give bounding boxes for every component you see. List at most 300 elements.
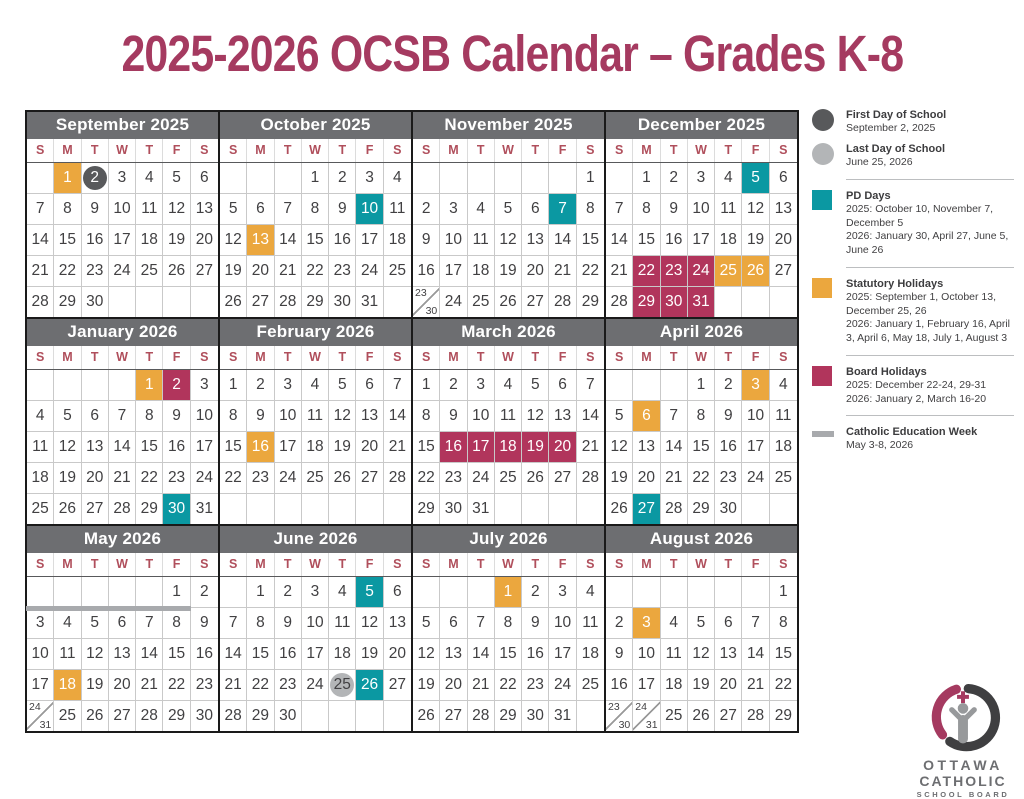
weekday-letter: T [715, 139, 742, 162]
day-cell: 15 [302, 225, 329, 256]
day-cell [82, 370, 109, 401]
day-cell: 5 [82, 608, 109, 639]
day-cell: 17 [440, 256, 467, 287]
day-cell: 8 [54, 194, 81, 225]
day-cell: 23 30 [413, 287, 440, 317]
day-cell: 21 [577, 432, 604, 463]
week-row [220, 401, 411, 432]
day-cell: 17 [191, 432, 218, 463]
weekday-letter: W [688, 139, 715, 162]
weekday-letter: F [163, 346, 190, 369]
day-cell: 28 [606, 287, 633, 317]
day-cell: 26 [163, 256, 190, 287]
week-row [27, 432, 218, 463]
month-header: February 2026 [220, 319, 411, 346]
day-cell: 3 [549, 577, 576, 608]
day-cell: 23 [163, 463, 190, 494]
day-cell: 30 [661, 287, 688, 317]
day-cell: 17 [27, 670, 54, 701]
week-row [606, 608, 797, 639]
day-cell: 21 [136, 670, 163, 701]
day-cell [27, 370, 54, 401]
day-cell: 3 [440, 194, 467, 225]
weekday-letter: S [220, 553, 247, 576]
day-cell: 2 [247, 370, 274, 401]
weekday-letter: S [606, 346, 633, 369]
day-cell: 13 [440, 639, 467, 670]
day-cell: 11 [495, 401, 522, 432]
day-cell: 2 [661, 163, 688, 194]
day-cell: 13 [522, 225, 549, 256]
day-cell: 10 [109, 194, 136, 225]
day-cell: 3 [27, 608, 54, 639]
day-cell: 26 [522, 463, 549, 494]
day-cell [661, 577, 688, 608]
day-cell [742, 287, 769, 317]
day-cell: 29 [688, 494, 715, 524]
day-cell: 25 [136, 256, 163, 287]
day-cell: 24 [302, 670, 329, 701]
month-header: April 2026 [606, 319, 797, 346]
day-cell: 23 [82, 256, 109, 287]
month-january-2026 [27, 319, 218, 524]
weekday-letter: S [606, 553, 633, 576]
day-cell: 29 [163, 701, 190, 731]
day-cell: 13 [191, 194, 218, 225]
day-cell: 9 [247, 401, 274, 432]
week-row [27, 401, 218, 432]
day-cell: 18 [661, 670, 688, 701]
day-cell: 3 [275, 370, 302, 401]
week-row [27, 463, 218, 494]
day-cell: 26 [742, 256, 769, 287]
week-row [606, 256, 797, 287]
month-december-2025 [606, 112, 797, 317]
day-cell: 1 [302, 163, 329, 194]
day-cell: 28 [661, 494, 688, 524]
day-cell: 25 [715, 256, 742, 287]
weekday-letter: S [393, 557, 402, 571]
day-cell: 19 [413, 670, 440, 701]
weekday-letter: S [200, 557, 209, 571]
day-cell: 24 [688, 256, 715, 287]
day-cell: 1 [54, 163, 81, 194]
weekday-letter: M [440, 553, 467, 576]
day-cell: 20 [440, 670, 467, 701]
day-cell: 7 [468, 608, 495, 639]
month-header: June 2026 [220, 526, 411, 553]
day-cell [220, 494, 247, 524]
day-cell: 11 [577, 608, 604, 639]
week-row [220, 608, 411, 639]
day-cell: 11 [770, 401, 797, 432]
day-cell: 2 [82, 163, 109, 194]
day-cell: 8 [220, 401, 247, 432]
month-april-2026 [606, 319, 797, 524]
weekday-letter: T [661, 346, 688, 369]
week-row [220, 701, 411, 731]
day-cell: 7 [577, 370, 604, 401]
day-cell: 25 [302, 463, 329, 494]
day-cell: 28 [109, 494, 136, 524]
day-cell: 7 [384, 370, 411, 401]
day-cell: 4 [661, 608, 688, 639]
day-cell: 24 [440, 287, 467, 317]
day-cell: 20 [633, 463, 660, 494]
day-cell: 11 [136, 194, 163, 225]
weekday-letter: W [109, 553, 136, 576]
weekday-letter: F [163, 553, 190, 576]
day-cell: 22 [220, 463, 247, 494]
day-cell: 15 [633, 225, 660, 256]
weekday-letter: W [302, 553, 329, 576]
day-cell: 16 [715, 432, 742, 463]
day-cell: 29 [495, 701, 522, 731]
day-cell: 13 [109, 639, 136, 670]
week-row [606, 701, 797, 731]
day-cell [413, 163, 440, 194]
day-cell: 12 [688, 639, 715, 670]
week-row [220, 463, 411, 494]
day-cell: 21 [27, 256, 54, 287]
week-row [27, 194, 218, 225]
day-cell: 30 [440, 494, 467, 524]
legend-cew-label: Catholic Education Week [846, 426, 978, 439]
day-cell: 15 [577, 225, 604, 256]
weekday-row [606, 553, 797, 577]
day-cell: 5 [413, 608, 440, 639]
day-cell: 6 [191, 163, 218, 194]
day-cell: 18 [27, 463, 54, 494]
weekday-letter: T [522, 139, 549, 162]
day-cell: 25 [661, 701, 688, 731]
day-cell: 3 [742, 370, 769, 401]
week-row [220, 370, 411, 401]
day-cell [440, 577, 467, 608]
day-cell: 1 [136, 370, 163, 401]
day-cell: 19 [688, 670, 715, 701]
day-cell: 20 [770, 225, 797, 256]
weekday-letter: T [275, 139, 302, 162]
day-cell [247, 494, 274, 524]
day-cell: 13 [715, 639, 742, 670]
day-cell: 10 [191, 401, 218, 432]
weekday-letter: W [109, 346, 136, 369]
day-cell: 21 [549, 256, 576, 287]
day-cell: 15 [54, 225, 81, 256]
day-cell: 16 [413, 256, 440, 287]
day-cell: 30 [715, 494, 742, 524]
day-cell: 19 [522, 432, 549, 463]
day-cell: 19 [356, 639, 383, 670]
day-cell [82, 577, 109, 608]
weekday-letter: S [27, 346, 54, 369]
day-cell: 1 [688, 370, 715, 401]
day-cell: 18 [329, 639, 356, 670]
day-cell: 14 [136, 639, 163, 670]
weekday-row [413, 139, 604, 163]
day-cell: 16 [440, 432, 467, 463]
day-cell: 31 [356, 287, 383, 317]
day-cell: 29 [577, 287, 604, 317]
legend-stat-holidays-2025: 2025: September 1, October 13, December 25, 26 [846, 291, 997, 317]
day-cell: 25 [468, 287, 495, 317]
day-cell: 20 [82, 463, 109, 494]
day-cell: 25 [770, 463, 797, 494]
day-cell: 24 31 [633, 701, 660, 731]
weekday-row [606, 346, 797, 370]
day-cell: 5 [742, 163, 769, 194]
day-cell [770, 494, 797, 524]
day-cell: 12 [82, 639, 109, 670]
week-row [413, 577, 604, 608]
weekday-letter: T [329, 553, 356, 576]
day-cell: 21 [468, 670, 495, 701]
legend-first-day-label: First Day of School [846, 109, 947, 121]
day-cell [715, 577, 742, 608]
day-cell: 5 [356, 577, 383, 608]
day-cell: 7 [220, 608, 247, 639]
day-cell: 16 [191, 639, 218, 670]
cew-bar-icon [812, 431, 834, 437]
day-cell: 25 [495, 463, 522, 494]
week-row [413, 701, 604, 731]
day-cell: 4 [468, 194, 495, 225]
day-cell [220, 163, 247, 194]
day-cell [468, 577, 495, 608]
day-cell: 15 [770, 639, 797, 670]
week-row [413, 287, 604, 317]
day-cell: 12 [356, 608, 383, 639]
day-cell: 3 [109, 163, 136, 194]
day-cell: 7 [109, 401, 136, 432]
day-cell: 27 [440, 701, 467, 731]
day-cell: 24 31 [27, 701, 54, 731]
day-cell: 5 [220, 194, 247, 225]
week-row [27, 494, 218, 524]
week-row [220, 194, 411, 225]
month-header: December 2025 [606, 112, 797, 139]
day-cell: 10 [688, 194, 715, 225]
month-october-2025 [220, 112, 411, 317]
day-cell [606, 577, 633, 608]
day-cell: 7 [136, 608, 163, 639]
day-cell: 31 [549, 701, 576, 731]
day-cell: 2 [275, 577, 302, 608]
day-cell: 21 [109, 463, 136, 494]
day-cell: 21 [661, 463, 688, 494]
day-cell [577, 494, 604, 524]
day-cell: 9 [522, 608, 549, 639]
day-cell: 15 [495, 639, 522, 670]
weekday-letter: F [163, 139, 190, 162]
day-cell: 29 [413, 494, 440, 524]
day-cell: 4 [715, 163, 742, 194]
day-cell [661, 370, 688, 401]
day-cell: 23 30 [606, 701, 633, 731]
day-cell: 6 [440, 608, 467, 639]
day-cell: 4 [302, 370, 329, 401]
legend-board-holidays-2025: 2025: December 22-24, 29-31 [846, 378, 987, 391]
day-cell: 27 [715, 701, 742, 731]
day-cell: 9 [413, 225, 440, 256]
stat-holidays-swatch-icon [812, 278, 832, 298]
day-cell [136, 577, 163, 608]
week-row [606, 432, 797, 463]
day-cell: 29 [247, 701, 274, 731]
day-cell: 16 [522, 639, 549, 670]
day-cell: 8 [247, 608, 274, 639]
day-cell: 22 [413, 463, 440, 494]
weekday-letter: M [633, 346, 660, 369]
weekday-letter: S [413, 346, 440, 369]
day-cell: 1 [220, 370, 247, 401]
day-cell: 20 [384, 639, 411, 670]
day-cell [384, 287, 411, 317]
day-cell: 1 [495, 577, 522, 608]
weekday-letter: S [27, 139, 54, 162]
day-cell: 10 [302, 608, 329, 639]
day-cell: 18 [577, 639, 604, 670]
day-cell: 28 [577, 463, 604, 494]
day-cell: 8 [495, 608, 522, 639]
day-cell: 9 [163, 401, 190, 432]
day-cell: 18 [495, 432, 522, 463]
day-cell: 27 [770, 256, 797, 287]
day-cell: 1 [770, 577, 797, 608]
day-cell: 28 [275, 287, 302, 317]
day-cell: 19 [606, 463, 633, 494]
weekday-letter: W [302, 346, 329, 369]
day-cell: 22 [577, 256, 604, 287]
day-cell [549, 494, 576, 524]
week-row [413, 401, 604, 432]
day-cell: 10 [468, 401, 495, 432]
day-cell: 9 [606, 639, 633, 670]
legend-divider [846, 415, 1014, 416]
day-cell: 6 [109, 608, 136, 639]
legend-stat-holidays-label: Statutory Holidays [846, 277, 944, 290]
day-cell [742, 577, 769, 608]
day-cell: 21 [742, 670, 769, 701]
day-cell: 27 [384, 670, 411, 701]
day-cell [413, 577, 440, 608]
weekday-letter: S [220, 139, 247, 162]
weekday-row [413, 346, 604, 370]
day-cell: 31 [688, 287, 715, 317]
weekday-letter: T [468, 346, 495, 369]
day-cell: 9 [440, 401, 467, 432]
day-cell: 26 [688, 701, 715, 731]
day-cell: 8 [770, 608, 797, 639]
day-cell: 30 [191, 701, 218, 731]
day-cell: 26 [495, 287, 522, 317]
week-row [413, 194, 604, 225]
week-row [606, 287, 797, 317]
day-cell [606, 370, 633, 401]
day-cell: 18 [770, 432, 797, 463]
day-cell [27, 163, 54, 194]
day-cell: 4 [577, 577, 604, 608]
day-cell: 8 [302, 194, 329, 225]
day-cell: 2 [715, 370, 742, 401]
day-cell: 14 [275, 225, 302, 256]
month-header: January 2026 [27, 319, 218, 346]
weekday-letter: T [522, 553, 549, 576]
day-cell: 29 [136, 494, 163, 524]
day-cell: 12 [522, 401, 549, 432]
day-cell: 10 [27, 639, 54, 670]
day-cell: 13 [356, 401, 383, 432]
day-cell: 8 [688, 401, 715, 432]
day-cell: 12 [220, 225, 247, 256]
day-cell: 8 [163, 608, 190, 639]
day-cell: 10 [633, 639, 660, 670]
day-cell: 22 [163, 670, 190, 701]
day-cell: 17 [275, 432, 302, 463]
day-cell: 7 [606, 194, 633, 225]
legend-board-holidays-2026: 2026: January 2, March 16-20 [846, 392, 987, 405]
day-cell: 14 [384, 401, 411, 432]
day-cell: 3 [356, 163, 383, 194]
day-cell [356, 494, 383, 524]
day-cell: 2 [606, 608, 633, 639]
day-cell: 6 [247, 194, 274, 225]
week-row [413, 494, 604, 524]
weekday-letter: T [136, 346, 163, 369]
ocsb-logo [903, 684, 1023, 799]
day-cell: 15 [163, 639, 190, 670]
day-cell: 27 [633, 494, 660, 524]
day-cell: 14 [27, 225, 54, 256]
day-cell: 2 [191, 577, 218, 608]
day-cell: 24 [356, 256, 383, 287]
day-cell [495, 163, 522, 194]
week-row [220, 432, 411, 463]
day-cell [633, 577, 660, 608]
day-cell: 23 [522, 670, 549, 701]
day-cell: 21 [606, 256, 633, 287]
day-cell: 24 [109, 256, 136, 287]
day-cell: 22 [688, 463, 715, 494]
weekday-letter: F [742, 346, 769, 369]
day-cell: 11 [329, 608, 356, 639]
day-cell: 1 [163, 577, 190, 608]
day-cell: 11 [302, 401, 329, 432]
weekday-row [27, 553, 218, 577]
month-header: March 2026 [413, 319, 604, 346]
day-cell: 7 [742, 608, 769, 639]
week-row [606, 577, 797, 608]
pd-days-swatch-icon [812, 190, 832, 210]
day-cell: 6 [522, 194, 549, 225]
weekday-row [27, 346, 218, 370]
week-row [413, 639, 604, 670]
day-cell: 2 [522, 577, 549, 608]
weekday-letter: T [468, 553, 495, 576]
weekday-letter: S [27, 553, 54, 576]
day-cell: 21 [384, 432, 411, 463]
day-cell [163, 287, 190, 317]
day-cell: 29 [302, 287, 329, 317]
day-cell [109, 287, 136, 317]
weekday-letter: M [440, 139, 467, 162]
calendar-grid [25, 110, 799, 733]
legend-divider [846, 267, 1014, 268]
day-cell: 30 [329, 287, 356, 317]
day-cell: 16 [606, 670, 633, 701]
day-cell [495, 494, 522, 524]
